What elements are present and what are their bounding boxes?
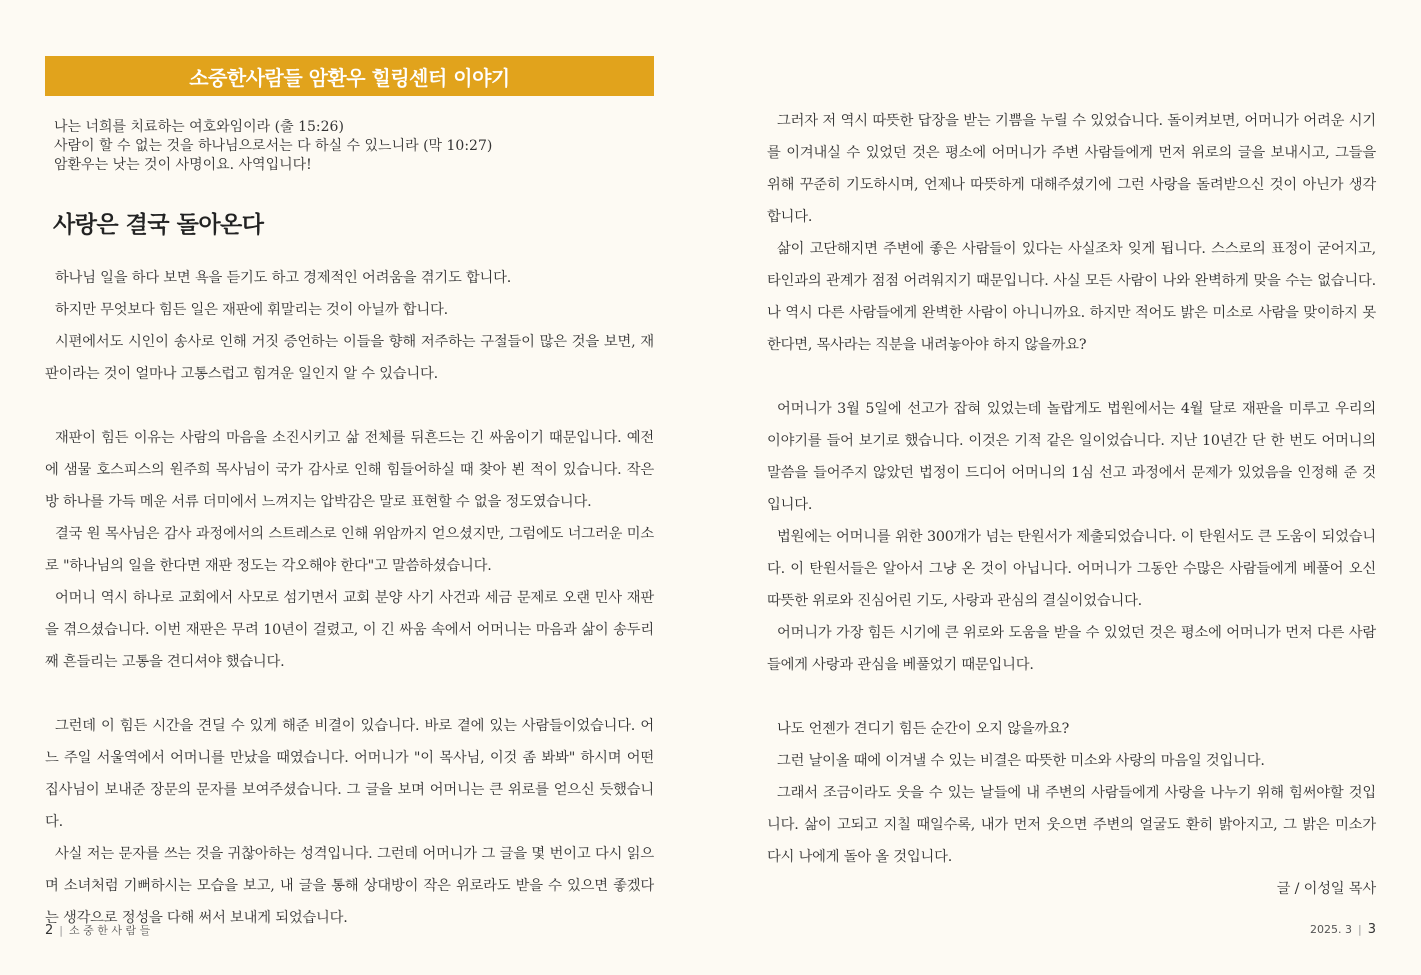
footer-divider: | xyxy=(1358,923,1362,936)
paragraph: 어머니가 3월 5일에 선고가 잡혀 있었는데 놀랍게도 법원에서는 4월 달로 재판을 미루고 우리의 이야기를 들어 보기로 했습니다. 이것은 기적 같은 일이었습니다. 지난 10년간 단 한 번도 어머니의 말씀을 들어주지 않았던 법정이 드디어 어머니의 1심 선고 과정에서 문제가 있었음을 인정해 준 것입니다. xyxy=(767,401,1376,513)
paragraph: 법원에는 어머니를 위한 300개가 넘는 탄원서가 제출되었습니다. 이 탄원서도 큰 도움이 되었습니다. 이 탄원서들은 알아서 그냥 온 것이 아닙니다. 어머니가 그동안 수많은 사람들에게 베풀어 오신 따뜻한 위로와 진심어린 기도, 사랑과 관심의 결실이었습니다. xyxy=(767,529,1376,609)
verse-line: 암환우는 낫는 것이 사명이요. 사역입니다! xyxy=(54,157,312,173)
left-page xyxy=(45,0,654,975)
paragraph-gap xyxy=(45,390,654,422)
paragraph: 시편에서도 시인이 송사로 인해 거짓 증언하는 이들을 향해 저주하는 구절들이 많은 것을 보면, 재판이라는 것이 얼마나 고통스럽고 힘겨운 일인지 알 수 있습니다. xyxy=(45,334,654,382)
paragraph-gap xyxy=(45,678,654,710)
bible-verses xyxy=(54,118,654,175)
page-number: 2 xyxy=(45,922,54,938)
verse-line: 나는 너희를 치료하는 여호와임이라 (출 15:26) xyxy=(54,119,344,135)
paragraph: 그런 날이올 때에 이겨낼 수 있는 비결은 따뜻한 미소와 사랑의 마음일 것입니다. xyxy=(777,753,1265,769)
paragraph: 하지만 무엇보다 힘든 일은 재판에 휘말리는 것이 아닐까 합니다. xyxy=(55,302,448,318)
magazine-name: 소 중 한 사 람 들 xyxy=(69,924,151,937)
paragraph: 재판이 힘든 이유는 사람의 마음을 소진시키고 삶 전체를 뒤흔드는 긴 싸움이기 때문입니다. 예전에 샘물 호스피스의 원주희 목사님이 국가 감사로 인해 힘들어하실 때 찾아 뵌 적이 있습니다. 작은 방 하나를 가득 메운 서류 더미에서 느껴지는 압박감은 말로 표현할 수 없을 정도였습니다. xyxy=(45,430,654,510)
paragraph: 사실 저는 문자를 쓰는 것을 귀찮아하는 성격입니다. 그런데 어머니가 그 글을 몇 번이고 다시 읽으며 소녀처럼 기뻐하시는 모습을 보고, 내 글을 통해 상대방이 작은 위로라도 받을 수 있으면 좋겠다는 생각으로 정성을 다해 써서 보내게 되었습니다. xyxy=(45,846,654,926)
article-heading: 사랑은 결국 돌아온다 xyxy=(53,211,264,238)
page-number: 3 xyxy=(1367,922,1376,937)
paragraph: 그래서 조금이라도 웃을 수 있는 날들에 내 주변의 사람들에게 사랑을 나누기 위해 힘써야할 것입니다. 삶이 고되고 지칠 때일수록, 내가 먼저 웃으면 주변의 얼굴도 환히 밝아지고, 그 밝은 미소가 다시 나에게 돌아 올 것입니다. xyxy=(767,785,1376,865)
verse-line: 사람이 할 수 없는 것을 하나님으로서는 다 하실 수 있느니라 (막 10:27) xyxy=(54,138,493,154)
paragraph: 그러자 저 역시 따뜻한 답장을 받는 기쁨을 누릴 수 있었습니다. 돌이켜보면, 어머니가 어려운 시기를 이겨내실 수 있었던 것은 평소에 어머니가 주변 사람들에게 먼저 위로의 글을 보내시고, 그들을 위해 꾸준히 기도하시며, 언제나 따뜻하게 대해주셨기에 그런 사랑을 돌려받으신 것이 아닌가 생각합니다. xyxy=(767,113,1376,225)
paragraph-gap xyxy=(767,361,1376,393)
paragraph: 나도 언젠가 견디기 힘든 순간이 오지 않을까요? xyxy=(777,721,1070,737)
section-banner xyxy=(45,56,654,96)
paragraph: 그런데 이 힘든 시간을 견딜 수 있게 해준 비결이 있습니다. 바로 곁에 있는 사람들이었습니다. 어느 주일 서울역에서 어머니를 만났을 때였습니다. 어머니가 "이 목사님, 이것 좀 봐봐" 하시며 어떤 집사님이 보내준 장문의 문자를 보여주셨습니다. 그 글을 보며 어머니는 큰 위로를 얻으신 듯했습니다. xyxy=(45,718,654,830)
paragraph-gap xyxy=(767,681,1376,713)
issue-date: 2025. 3 xyxy=(1310,923,1352,936)
paragraph: 삶이 고단해지면 주변에 좋은 사람들이 있다는 사실조차 잊게 됩니다. 스스로의 표정이 굳어지고, 타인과의 관계가 점점 어려워지기 때문입니다. 사실 모든 사람이 나와 완벽하게 맞을 수는 없습니다. 나 역시 다른 사람들에게 완벽한 사람이 아니니까요. 하지만 적어도 밝은 미소로 사람을 맞이하지 못한다면, 목사라는 직분을 내려놓아야 하지 않을까요? xyxy=(767,241,1376,353)
right-page xyxy=(767,0,1376,975)
article-body-left xyxy=(45,262,654,934)
article-body-right xyxy=(767,105,1376,905)
paragraph: 하나님 일을 하다 보면 욕을 듣기도 하고 경제적인 어려움을 겪기도 합니다. xyxy=(55,270,512,286)
author-signature: 글 / 이성일 목사 xyxy=(1276,881,1376,897)
footer-divider: | xyxy=(59,923,63,937)
paragraph: 어머니가 가장 힘든 시기에 큰 위로와 도움을 받을 수 있었던 것은 평소에 어머니가 먼저 다른 사람들에게 사랑과 관심을 베풀었기 때문입니다. xyxy=(767,625,1376,673)
footer-right xyxy=(1310,922,1376,937)
paragraph: 어머니 역시 하나로 교회에서 사모로 섬기면서 교회 분양 사기 사건과 세금 문제로 오랜 민사 재판을 겪으셨습니다. 이번 재판은 무려 10년이 걸렸고, 이 긴 싸움 속에서 어머니는 마음과 삶이 송두리째 흔들리는 고통을 견디셔야 했습니다. xyxy=(45,590,654,670)
banner-title: 소중한사람들 암환우 힐링센터 이야기 xyxy=(189,65,510,90)
footer-left xyxy=(45,922,150,938)
paragraph: 결국 원 목사님은 감사 과정에서의 스트레스로 인해 위암까지 얻으셨지만, 그럼에도 너그러운 미소로 "하나님의 일을 한다면 재판 정도는 각오해야 한다"고 말씀하셨습니다. xyxy=(45,526,654,574)
